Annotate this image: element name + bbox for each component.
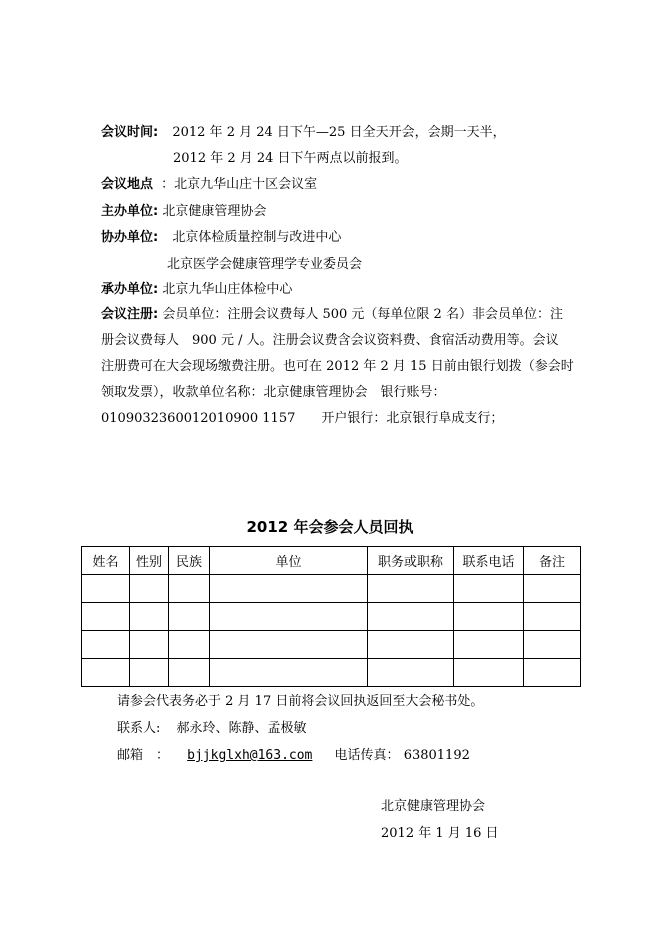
header-ethnicity: 民族 [169,547,210,575]
cell-position[interactable] [368,575,454,603]
table-row [82,603,581,631]
cell-gender[interactable] [130,659,169,687]
cell-ethnicity[interactable] [169,631,210,659]
email-phone-line [117,747,470,765]
registration-text-1: 会员单位：注册会议费每人 500 元（每单位限 2 名）非会员单位：注 [162,307,563,322]
header-phone: 联系电话 [454,547,524,575]
cell-gender[interactable] [130,631,169,659]
table-header-row [82,547,581,575]
cell-phone[interactable] [454,575,524,603]
meeting-time-value: 2012 年 2 月 24 日下午—25 日全天开会，会期一天半， [172,125,506,140]
table-row [82,659,581,687]
meeting-time-checkin: 2012 年 2 月 24 日下午两点以前报到。 [173,151,408,166]
return-note: 请参会代表务必于 2 月 17 日前将会议回执返回至大会秘书处。 [117,694,484,709]
cell-ethnicity[interactable] [169,603,210,631]
cell-phone[interactable] [454,603,524,631]
cell-gender[interactable] [130,575,169,603]
registration-text-5: 0109032360012010900 1157 开户银行：北京银行阜成支行； [101,411,504,426]
cell-unit[interactable] [210,575,368,603]
contact-line [117,720,307,738]
cell-remarks[interactable] [524,659,581,687]
header-position: 职务或职称 [368,547,454,575]
table-row [82,631,581,659]
registration-text-2: 册会议费每人 900 元 / 人。注册会议费含会议资料费、食宿活动费用等。会议 [101,333,559,348]
cell-remarks[interactable] [524,575,581,603]
cell-name[interactable] [82,575,130,603]
cell-remarks[interactable] [524,631,581,659]
signature-org: 北京健康管理协会 [381,799,486,814]
header-remarks: 备注 [524,547,581,575]
cell-unit[interactable] [210,631,368,659]
registration-text-3: 注册费可在大会现场缴费注册。也可在 2012 年 2 月 15 日前由银行划拨（参会时 [101,359,574,374]
signature-date: 2012 年 1 月 16 日 [381,826,499,841]
host-line [101,203,266,221]
co-organizer-value-2: 北京医学会健康管理学专业委员会 [167,257,363,272]
organizer-line [101,281,292,299]
meeting-time-label: 会议时间: [101,125,159,140]
reply-table [81,546,581,687]
co-organizer-label: 协办单位: [101,230,159,245]
organizer-value: 北京九华山庄体检中心 [162,282,293,297]
cell-unit[interactable] [210,659,368,687]
cell-gender[interactable] [130,603,169,631]
registration-label: 会议注册: [101,307,159,322]
meeting-venue-label: 会议地点 [101,177,154,192]
cell-position[interactable] [368,603,454,631]
header-unit: 单位 [210,547,368,575]
cell-phone[interactable] [454,631,524,659]
cell-position[interactable] [368,631,454,659]
meeting-venue-line [101,176,317,194]
table-row [82,575,581,603]
phone-value: 63801192 [403,748,470,763]
cell-name[interactable] [82,603,130,631]
co-organizer-value-1: 北京体检质量控制与改进中心 [172,230,342,245]
cell-position[interactable] [368,659,454,687]
cell-name[interactable] [82,631,130,659]
registration-line-1 [101,306,563,324]
cell-remarks[interactable] [524,603,581,631]
cell-name[interactable] [82,659,130,687]
host-value: 北京健康管理协会 [162,204,267,219]
host-label: 主办单位: [101,204,159,219]
cell-ethnicity[interactable] [169,575,210,603]
header-gender: 性别 [130,547,169,575]
cell-unit[interactable] [210,603,368,631]
contact-label: 联系人: [117,721,161,736]
cell-phone[interactable] [454,659,524,687]
meeting-venue-value: ：北京九华山庄十区会议室 [161,177,318,192]
phone-label: 电话传真： [334,748,400,763]
header-name: 姓名 [82,547,130,575]
meeting-time-line [101,124,506,142]
email-label: 邮箱 ： [117,748,170,763]
organizer-label: 承办单位: [101,282,159,297]
reply-form-title: 2012 年会参会人员回执 [246,518,414,536]
email-link[interactable]: bjjkglxh@163.com [187,748,313,763]
contact-value: 郝永玲、陈静、孟极敏 [176,721,307,736]
co-organizer-line [101,229,341,247]
cell-ethnicity[interactable] [169,659,210,687]
registration-text-4: 领取发票），收款单位名称：北京健康管理协会 银行账号： [101,385,446,400]
